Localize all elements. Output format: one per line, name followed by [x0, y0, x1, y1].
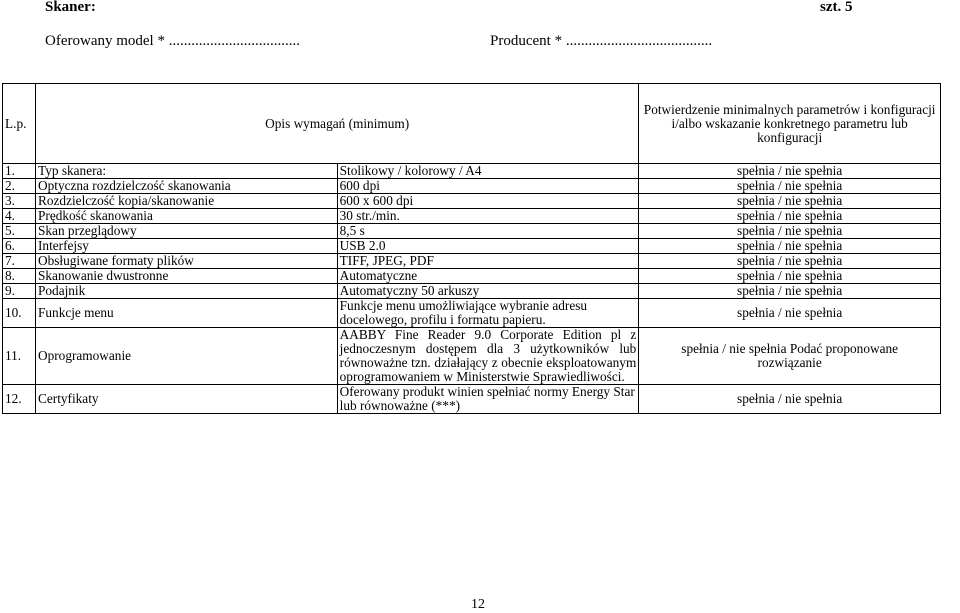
row-specification: USB 2.0: [337, 239, 639, 254]
row-number: 2.: [3, 179, 36, 194]
column-header-lp: L.p.: [3, 84, 36, 164]
row-number: 1.: [3, 164, 36, 179]
row-confirmation: spełnia / nie spełnia: [639, 254, 941, 269]
table-row: [3, 224, 941, 239]
row-specification: Automatyczny 50 arkuszy: [337, 284, 639, 299]
row-number: 3.: [3, 194, 36, 209]
row-confirmation: spełnia / nie spełnia Podać proponowane rozwiązanie: [639, 328, 941, 385]
producer-field: Producent * .......................................: [490, 33, 713, 49]
row-number: 12.: [3, 385, 36, 414]
row-parameter: Prędkość skanowania: [36, 209, 338, 224]
row-parameter: Optyczna rozdzielczość skanowania: [36, 179, 338, 194]
row-confirmation: spełnia / nie spełnia: [639, 239, 941, 254]
row-confirmation: spełnia / nie spełnia: [639, 179, 941, 194]
table-header-row: [3, 84, 941, 164]
row-parameter: Obsługiwane formaty plików: [36, 254, 338, 269]
table-row: [3, 239, 941, 254]
row-parameter: Interfejsy: [36, 239, 338, 254]
table-row: [3, 269, 941, 284]
scanner-title: Skaner:: [45, 0, 96, 15]
row-confirmation: spełnia / nie spełnia: [639, 209, 941, 224]
row-specification: 600 x 600 dpi: [337, 194, 639, 209]
table-row: [3, 385, 941, 414]
quantity-label: szt. 5: [820, 0, 853, 15]
table-row: [3, 254, 941, 269]
row-parameter: Skanowanie dwustronne: [36, 269, 338, 284]
row-number: 9.: [3, 284, 36, 299]
row-parameter: Funkcje menu: [36, 299, 338, 328]
row-confirmation: spełnia / nie spełnia: [639, 284, 941, 299]
row-confirmation: spełnia / nie spełnia: [639, 194, 941, 209]
row-specification: Automatyczne: [337, 269, 639, 284]
table-row: [3, 284, 941, 299]
table-row: [3, 179, 941, 194]
row-number: 4.: [3, 209, 36, 224]
row-specification: AABBY Fine Reader 9.0 Corporate Edition pl z jednoczesnym dostępem dla 3 użytkowników lub równoważne tzn. działający z obecnie eksploatowanym oprogramowaniem w Ministerstwie Sprawiedliwości.: [337, 328, 639, 385]
row-number: 6.: [3, 239, 36, 254]
row-specification: 30 str./min.: [337, 209, 639, 224]
row-number: 10.: [3, 299, 36, 328]
row-specification: 8,5 s: [337, 224, 639, 239]
row-number: 8.: [3, 269, 36, 284]
row-confirmation: spełnia / nie spełnia: [639, 164, 941, 179]
row-parameter: Rozdzielczość kopia/skanowanie: [36, 194, 338, 209]
row-number: 5.: [3, 224, 36, 239]
row-number: 11.: [3, 328, 36, 385]
offered-model-field: Oferowany model * ...................................: [45, 33, 300, 49]
row-specification: Stolikowy / kolorowy / A4: [337, 164, 639, 179]
row-parameter: Typ skanera:: [36, 164, 338, 179]
table-row: [3, 194, 941, 209]
row-parameter: Skan przeglądowy: [36, 224, 338, 239]
column-header-confirmation: Potwierdzenie minimalnych parametrów i konfiguracji i/albo wskazanie konkretnego parametru lub konfiguracji: [639, 84, 941, 164]
requirements-table: [2, 83, 941, 414]
page-number: 12: [471, 597, 485, 612]
row-specification: Oferowany produkt winien spełniać normy Energy Star lub równoważne (***): [337, 385, 639, 414]
row-confirmation: spełnia / nie spełnia: [639, 385, 941, 414]
row-parameter: Certyfikaty: [36, 385, 338, 414]
row-specification: 600 dpi: [337, 179, 639, 194]
column-header-description: Opis wymagań (minimum): [36, 84, 639, 164]
row-parameter: Podajnik: [36, 284, 338, 299]
row-parameter: Oprogramowanie: [36, 328, 338, 385]
row-specification: TIFF, JPEG, PDF: [337, 254, 639, 269]
table-row: [3, 209, 941, 224]
table-row: [3, 164, 941, 179]
row-confirmation: spełnia / nie spełnia: [639, 224, 941, 239]
row-confirmation: spełnia / nie spełnia: [639, 269, 941, 284]
row-number: 7.: [3, 254, 36, 269]
table-row: [3, 328, 941, 385]
row-specification: Funkcje menu umożliwiające wybranie adresu docelowego, profilu i formatu papieru.: [337, 299, 639, 328]
table-row: [3, 299, 941, 328]
row-confirmation: spełnia / nie spełnia: [639, 299, 941, 328]
